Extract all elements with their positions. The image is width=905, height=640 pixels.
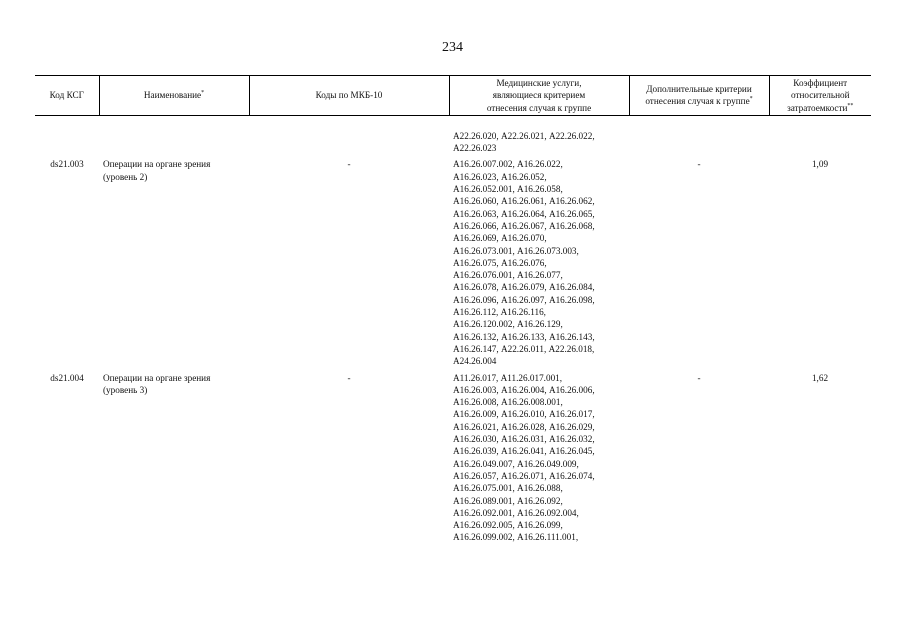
header-services: Медицинские услуги, являющиеся критерием отнесения случая к группе <box>449 76 629 116</box>
ksg-code: ds21.004 <box>50 372 84 383</box>
ksg-code: ds21.003 <box>50 159 84 170</box>
footnote-mark: * <box>749 96 753 103</box>
service-line: А16.26.073.001, А16.26.073.003, <box>453 245 579 256</box>
footnote-mark: ** <box>847 102 854 109</box>
service-line: А16.26.063, А16.26.064, А16.26.065, <box>453 208 595 219</box>
ksg-name: Операции на органе зрения (уровень 2) <box>103 159 211 182</box>
service-line: А16.26.075.001, А16.26.088, <box>453 483 563 494</box>
page-number: 234 <box>442 40 463 55</box>
service-line: А16.26.069, А16.26.070, <box>453 233 547 244</box>
service-line: А22.26.020, А22.26.021, А22.26.022, <box>453 130 595 141</box>
service-line: А16.26.007.002, А16.26.022, <box>453 159 563 170</box>
service-line: А16.26.023, А16.26.052, <box>453 171 547 182</box>
service-line: А22.26.023 <box>453 143 497 154</box>
coefficient: 1,62 <box>811 372 829 383</box>
header-extra-criteria: Дополнительные критерии отнесения случая к группе* <box>629 76 769 116</box>
service-line: А16.26.066, А16.26.067, А16.26.068, <box>453 220 595 231</box>
service-line: А16.26.009, А16.26.010, А16.26.017, <box>453 409 595 420</box>
service-line: А24.26.004 <box>453 356 497 367</box>
extra-criteria: - <box>697 159 701 170</box>
service-line: А16.26.120.002, А16.26.129, <box>453 319 563 330</box>
table-row <box>35 372 871 548</box>
service-line: А16.26.092.001, А16.26.092.004, <box>453 507 579 518</box>
service-line: А16.26.076.001, А16.26.077, <box>453 270 563 281</box>
service-line: А16.26.132, А16.26.133, А16.26.143, <box>453 331 595 342</box>
ksg-name: Операции на органе зрения (уровень 3) <box>103 372 211 395</box>
service-line: А16.26.003, А16.26.004, А16.26.006, <box>453 384 595 395</box>
services-cell <box>449 372 629 548</box>
service-line: А16.26.060, А16.26.061, А16.26.062, <box>453 196 595 207</box>
table-row <box>35 158 871 371</box>
service-line: А16.26.049.007, А16.26.049.009, <box>453 458 579 469</box>
service-line: А11.26.017, А11.26.017.001, <box>453 372 563 383</box>
coefficient: 1,09 <box>811 159 829 170</box>
service-line: А16.26.096, А16.26.097, А16.26.098, <box>453 294 595 305</box>
service-line: А16.26.099.002, А16.26.111.001, <box>453 532 579 543</box>
service-line: А16.26.039, А16.26.041, А16.26.045, <box>453 446 595 457</box>
header-coefficient: Коэффициент относительной затратоемкости** <box>769 76 871 116</box>
service-line: А16.26.057, А16.26.071, А16.26.074, <box>453 470 595 481</box>
service-line: А16.26.075, А16.26.076, <box>453 257 547 268</box>
header-mkb: Коды по МКБ-10 <box>249 76 449 116</box>
services-cell <box>449 130 629 159</box>
service-line: А16.26.089.001, А16.26.092, <box>453 495 563 506</box>
service-line: А16.26.147, А22.26.011, А22.26.018, <box>453 343 595 354</box>
service-line: А16.26.112, А16.26.116, <box>453 307 546 318</box>
mkb-codes: - <box>347 159 351 170</box>
service-line: А16.26.008, А16.26.008.001, <box>453 397 563 408</box>
extra-criteria: - <box>697 372 701 383</box>
table-row-continuation <box>35 130 871 159</box>
service-line: А16.26.021, А16.26.028, А16.26.029, <box>453 421 595 432</box>
service-line: А16.26.078, А16.26.079, А16.26.084, <box>453 282 595 293</box>
table-header-row <box>35 76 871 116</box>
header-name: Наименование* <box>99 76 249 116</box>
services-cell <box>449 158 629 371</box>
mkb-codes: - <box>347 372 351 383</box>
footnote-mark: * <box>201 90 205 97</box>
service-line: А16.26.092.005, А16.26.099, <box>453 520 563 531</box>
service-line: А16.26.052.001, А16.26.058, <box>453 184 563 195</box>
ksg-table <box>35 75 871 548</box>
service-line: А16.26.030, А16.26.031, А16.26.032, <box>453 434 595 445</box>
header-code: Код КСГ <box>35 76 99 116</box>
